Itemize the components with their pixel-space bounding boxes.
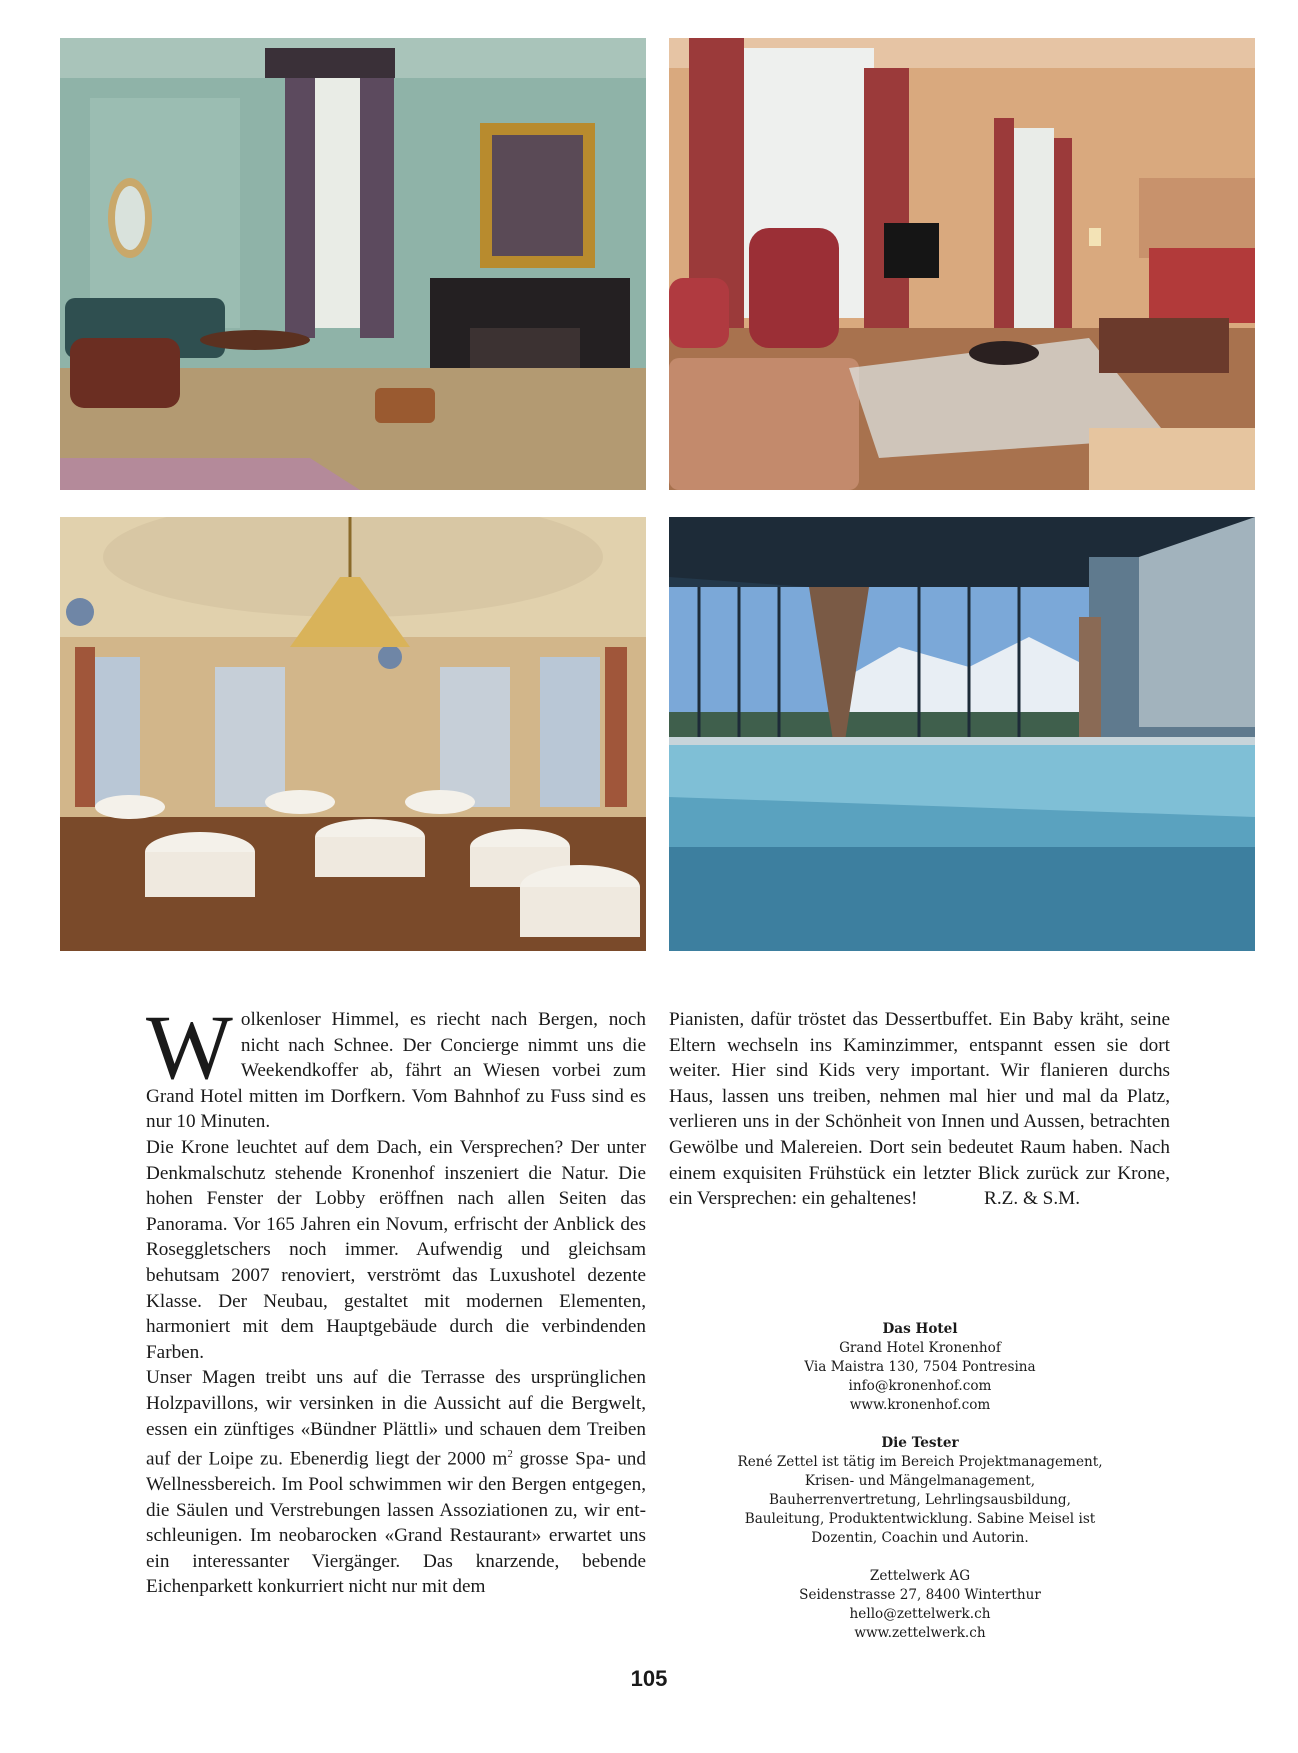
info-box <box>690 1320 1150 1662</box>
hotel-info <box>690 1320 1150 1415</box>
company-address: Seidenstrasse 27, 8400 Winterthur <box>799 1587 1041 1603</box>
article-paragraph: Pianisten, dafür tröstet das Dessertbuffet. Ein Baby kräht, seine Eltern wechseln ins Kaminzimmer, entspannt essen sie dort weiter. Hier sind Kids very important. Wir flanieren durchs Haus, lassen uns treiben, nehmen mal hier und mal da Platz, verlieren uns in der Schönheit von Innen und Aussen, betrachten Gewölbe und Malereien. Dort sein bedeutet Raum haben. Nach einem exquisiten Frühstück ein letzter Blick zurück zur Krone, ein Versprechen: ein gehaltenes! R.Z. & S.M. <box>669 1007 1170 1212</box>
article-paragraph: Unser Magen treibt uns auf die Terrasse des ursprünglichen Holzpavillons, wir versinken in die Aussicht auf die Bergwelt, essen ein zünftiges «Bündner Plättli» und schauen dem Treiben auf der Loipe zu. Ebenerdig liegt der 2000 $m^2$ grosse Spa- und Wellnessbereich. Im Pool schwimmen wir den Bergen entgegen, die Säulen und Verstrebungen lassen Assoziationen zu, wir entschleunigen. Im neobarocken «Grand Restaurant» erwartet uns ein interessanter Viergänger. Das knarzende, bebende Eichenparkett konkurriert nicht nur mit dem <box>146 1367 646 1598</box>
indoor-pool-photo <box>669 517 1255 951</box>
hotel-address: Via Maistra 130, 7504 Pontresina <box>804 1359 1036 1375</box>
company-info <box>690 1567 1150 1643</box>
company-website-link[interactable]: www.zettelwerk.ch <box>854 1625 986 1641</box>
article-paragraph: Wolkenloser Himmel, es riecht nach Bergen, noch nicht nach Schnee. Der Concierge nimmt uns die Weekendkoffer ab, fährt an Wiesen vorbei zum Grand Hotel mitten im Dorfkern. Vom Bahnhof zu Fuss sind es nur 10 Minuten. <box>146 996 646 1133</box>
tester-info <box>690 1434 1150 1548</box>
hotel-website-link[interactable]: www.kronenhof.com <box>849 1397 991 1413</box>
tester-heading: Die Tester <box>881 1435 959 1451</box>
article-paragraph: Die Krone leuchtet auf dem Dach, ein Versprechen? Der unter Denkmalschutz stehende Kronenhof inszeniert die Natur. Die hohen Fenster der Lobby eröffnen nach allen Seiten das Panorama. Vor 165 Jahren ein Novum, erfrischt der Anblick des Roseggletschers noch immer. Aufwendig und gleichsam behutsam 2007 renoviert, verströmt das Luxushotel dezente Klasse. Der Neubau, gestaltet mit modernen Elementen, harmoniert mit dem Hauptgebäude durch die verbindenden Farben. <box>146 1136 646 1363</box>
company-email-link[interactable]: hello@zettelwerk.ch <box>849 1606 991 1622</box>
article-column-left <box>146 996 646 1600</box>
hotel-suite-photo <box>669 38 1255 490</box>
hotel-email-link[interactable]: info@kronenhof.com <box>848 1378 992 1394</box>
fireplace-lounge-photo <box>60 38 646 490</box>
drop-cap: W <box>146 996 233 1098</box>
article-column-right <box>669 1007 1170 1212</box>
author-signature: R.Z. & S.M. <box>984 1188 1080 1210</box>
tester-description: René Zettel ist tätig im Bereich Projektmanagement, Krisen- und Mängelmanagement, Bauherrenvertretung, Lehrlingsausbildung, Bauleitung, Produktentwicklung. Sabine Meisel ist Dozentin, Coachin und Autorin. <box>737 1454 1103 1546</box>
hotel-heading: Das Hotel <box>882 1321 958 1337</box>
hotel-name: Grand Hotel Kronenhof <box>839 1340 1001 1356</box>
page-number: 105 <box>630 1666 668 1691</box>
company-name: Zettelwerk AG <box>869 1568 971 1584</box>
grand-restaurant-photo <box>60 517 646 951</box>
